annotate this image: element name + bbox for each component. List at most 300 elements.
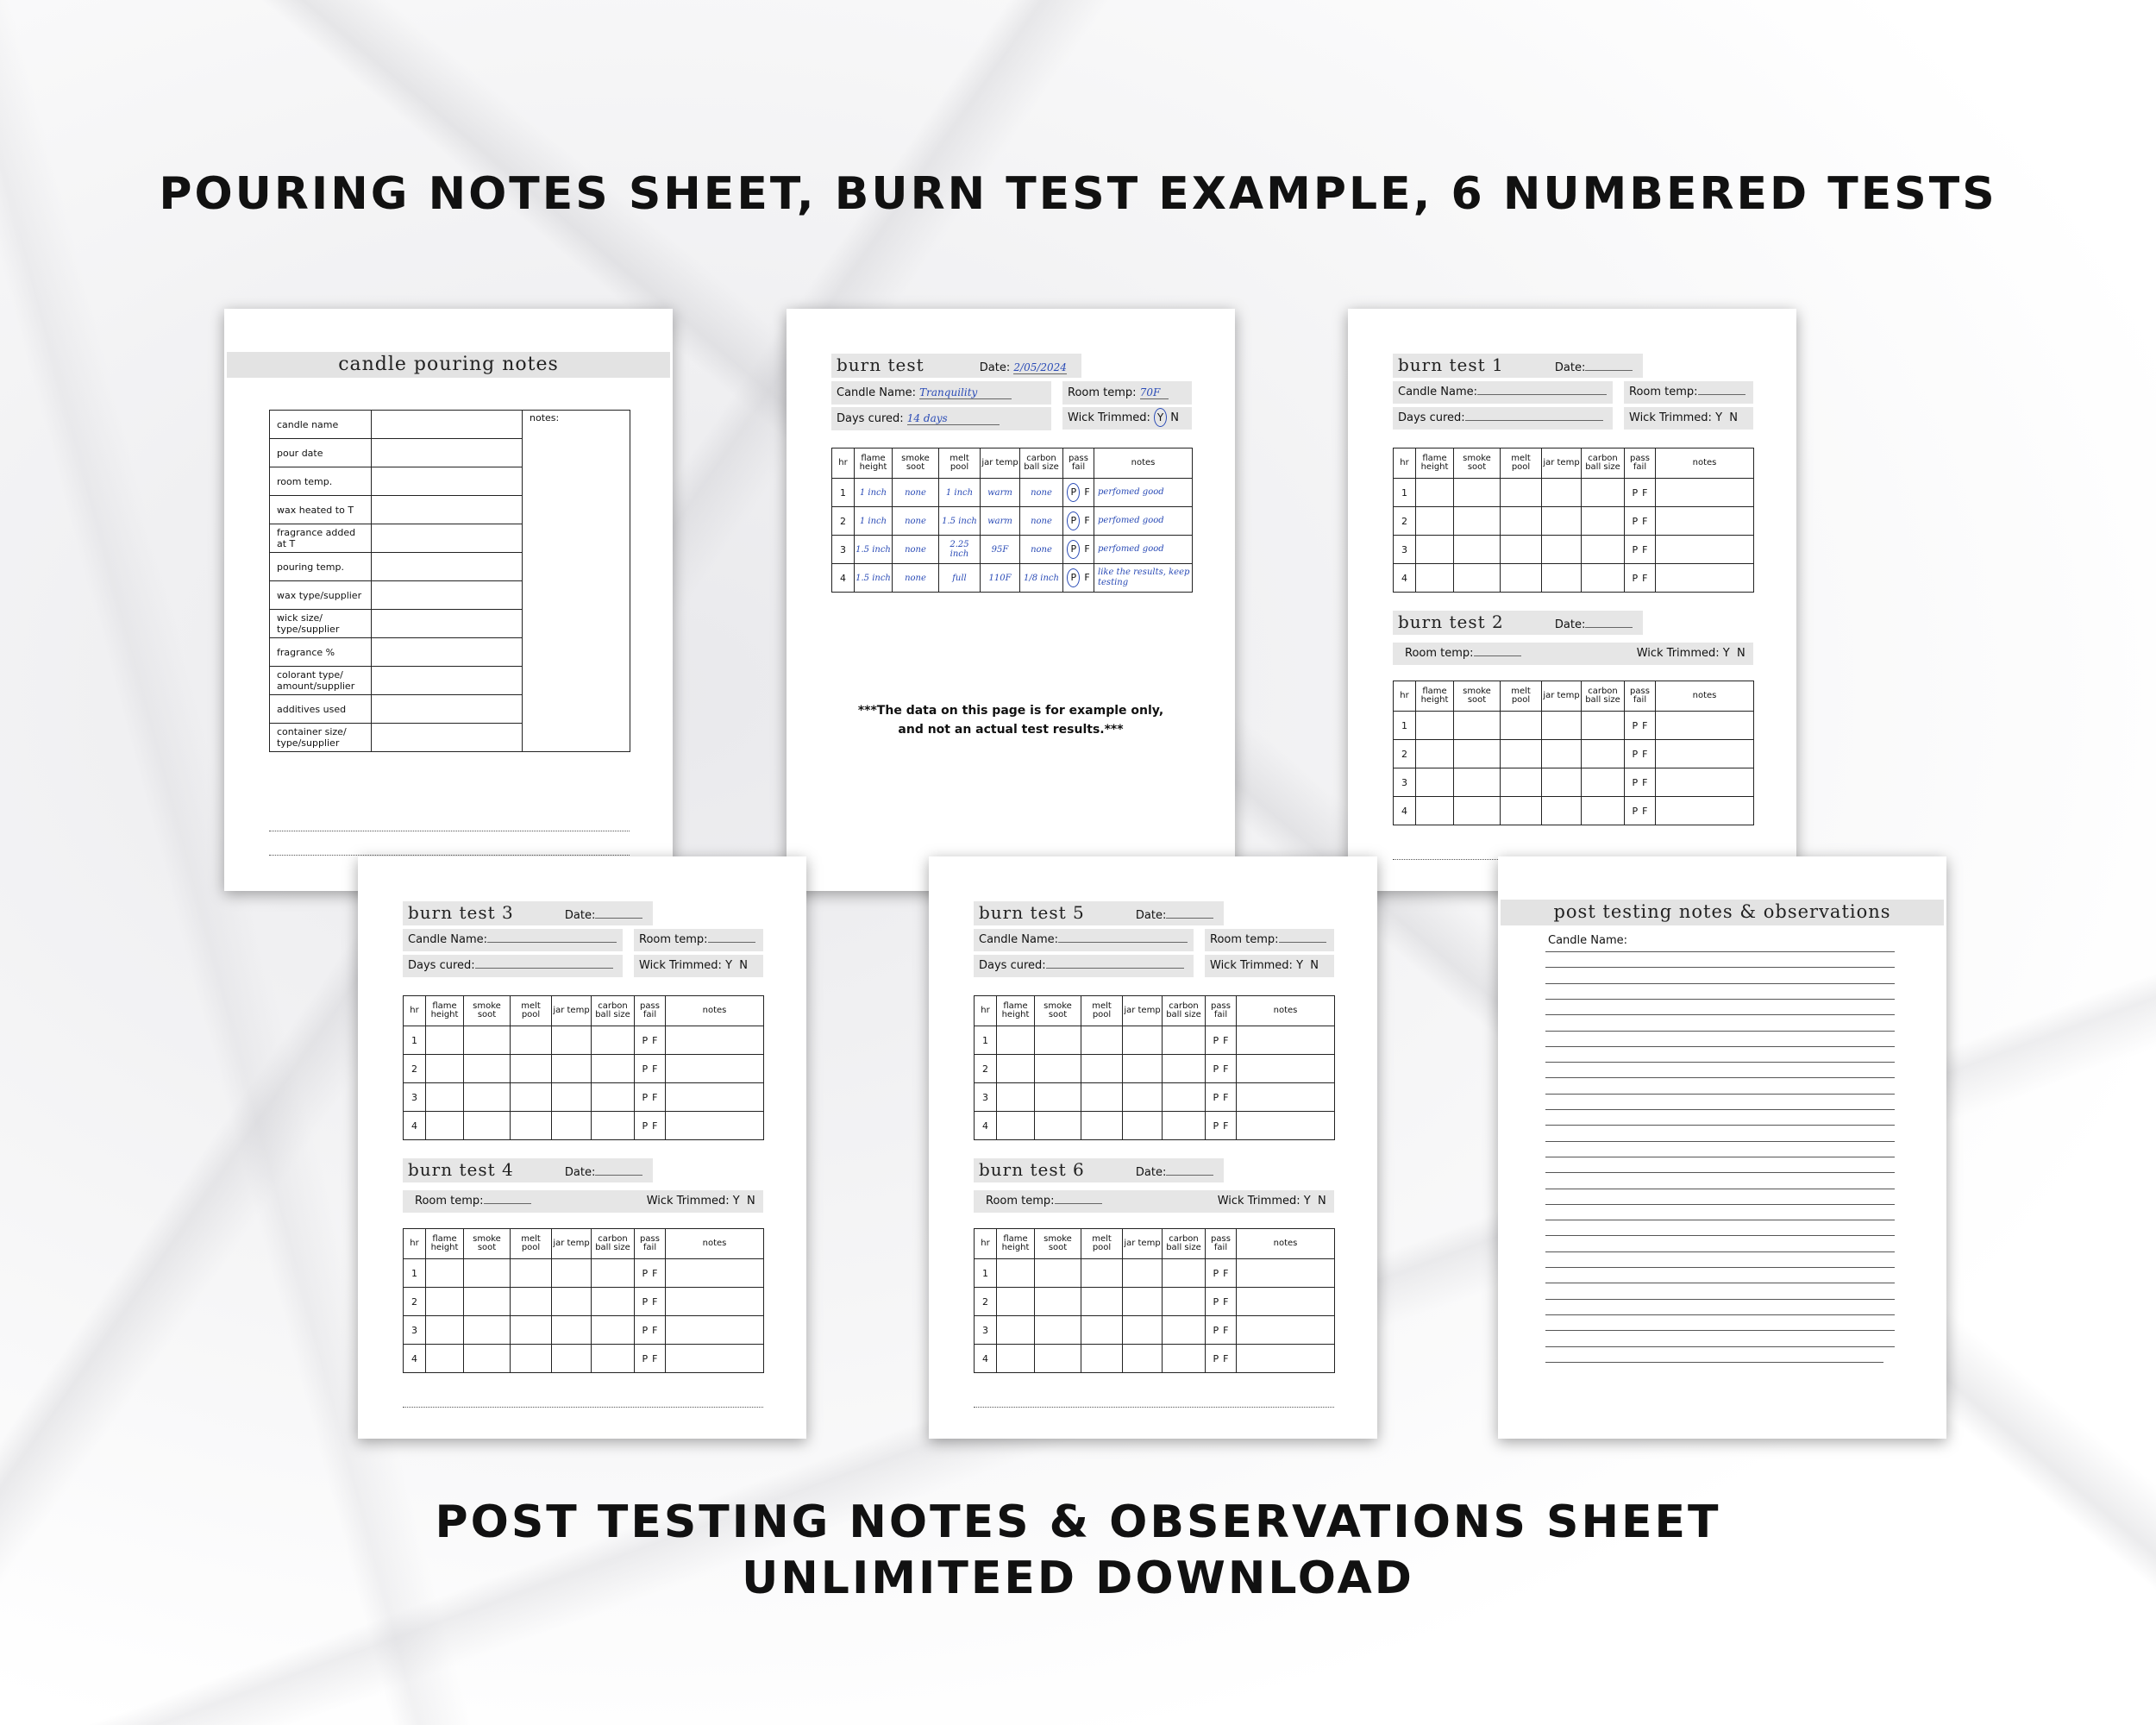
column-header-pass: pass fail bbox=[1625, 448, 1656, 479]
pass-fail-cell bbox=[635, 1345, 666, 1373]
melt-pool-cell bbox=[1501, 507, 1542, 536]
room-temp-label: Room temp: bbox=[986, 1195, 1055, 1208]
melt-pool-cell bbox=[511, 1288, 552, 1316]
notes-cell bbox=[666, 1112, 764, 1140]
jar-temp-cell bbox=[1542, 479, 1582, 507]
jar-temp-cell bbox=[552, 1316, 592, 1345]
table-row bbox=[1394, 479, 1754, 507]
pass-fail-cell bbox=[1206, 1288, 1237, 1316]
hour-cell: 1 bbox=[404, 1259, 426, 1288]
flame-height-cell bbox=[1416, 479, 1454, 507]
smoke-soot-cell bbox=[1454, 768, 1501, 797]
column-header-carbon: carbon ball size bbox=[1582, 681, 1625, 712]
hour-cell: 2 bbox=[1394, 507, 1416, 536]
table-row bbox=[404, 1259, 764, 1288]
column-header-flame: flame height bbox=[997, 1229, 1035, 1259]
pour-row-value bbox=[372, 610, 523, 638]
jar-temp-cell bbox=[1123, 1259, 1163, 1288]
table-row bbox=[975, 1083, 1335, 1112]
smoke-soot-cell bbox=[1454, 479, 1501, 507]
flame-height-cell bbox=[997, 1083, 1035, 1112]
flame-height-cell: 1.5 inch bbox=[855, 536, 893, 564]
flame-height-cell bbox=[426, 1259, 464, 1288]
carbon-ball-cell bbox=[1582, 797, 1625, 825]
column-header-hr: hr bbox=[404, 996, 426, 1026]
fail-option: F bbox=[1084, 486, 1090, 498]
melt-pool-cell bbox=[1081, 1316, 1123, 1345]
table-row bbox=[1394, 797, 1754, 825]
pass-option: P bbox=[642, 1091, 649, 1103]
fail-option: F bbox=[1223, 1120, 1229, 1132]
disclaimer-line-2: and not an actual test results.*** bbox=[898, 723, 1124, 737]
jar-temp-cell bbox=[1123, 1055, 1163, 1083]
jar-temp-cell bbox=[552, 1112, 592, 1140]
wick-trimmed-field bbox=[1624, 407, 1753, 430]
smoke-soot-cell bbox=[1454, 740, 1501, 768]
candle-name-label: Candle Name: bbox=[1548, 934, 1628, 947]
melt-pool-cell: full bbox=[939, 564, 981, 593]
table-header-row bbox=[832, 448, 1193, 479]
ruled-line bbox=[1545, 1346, 1895, 1347]
candle-name-field bbox=[403, 929, 623, 951]
column-header-notes: notes bbox=[666, 1229, 764, 1259]
table-row bbox=[404, 1112, 764, 1140]
smoke-soot-cell bbox=[1454, 712, 1501, 740]
ruled-line bbox=[1545, 1267, 1895, 1268]
pass-option: P bbox=[1632, 515, 1639, 527]
flame-height-cell bbox=[997, 1259, 1035, 1288]
pour-row-label: colorant type/ amount/supplier bbox=[270, 667, 372, 695]
melt-pool-cell bbox=[511, 1026, 552, 1055]
pass-fail-cell bbox=[635, 1112, 666, 1140]
pass-option: P bbox=[642, 1324, 649, 1336]
column-header-hr: hr bbox=[975, 996, 997, 1026]
flame-height-cell bbox=[426, 1112, 464, 1140]
fail-option: F bbox=[1642, 776, 1648, 788]
table-row bbox=[1394, 712, 1754, 740]
pour-row-value bbox=[372, 439, 523, 467]
room-wick-field bbox=[974, 1190, 1334, 1213]
pass-option: P bbox=[642, 1120, 649, 1132]
bottom-heading-2: UNLIMITEED DOWNLOAD bbox=[742, 1552, 1414, 1604]
smoke-soot-cell bbox=[464, 1112, 511, 1140]
burn-test-5-table bbox=[974, 995, 1335, 1140]
smoke-soot-cell bbox=[1035, 1288, 1081, 1316]
column-header-pass: pass fail bbox=[1063, 448, 1094, 479]
hour-cell: 2 bbox=[832, 507, 855, 536]
burn-test-example-page bbox=[787, 309, 1235, 891]
jar-temp-cell: warm bbox=[981, 479, 1020, 507]
pour-row-label: wax heated to T bbox=[270, 496, 372, 524]
hour-cell: 3 bbox=[404, 1316, 426, 1345]
carbon-ball-cell: none bbox=[1020, 507, 1063, 536]
burn-test-3-4-page bbox=[358, 856, 806, 1439]
column-header-carbon: carbon ball size bbox=[1163, 996, 1206, 1026]
table-row bbox=[975, 1259, 1335, 1288]
hour-cell: 1 bbox=[404, 1026, 426, 1055]
room-temp-field bbox=[1205, 929, 1334, 951]
date-label: Date: bbox=[1135, 909, 1167, 922]
melt-pool-cell bbox=[1081, 1112, 1123, 1140]
notes-cell bbox=[1237, 1112, 1335, 1140]
hour-cell: 2 bbox=[404, 1288, 426, 1316]
pass-fail-cell bbox=[1063, 536, 1094, 564]
pass-fail-cell bbox=[1625, 768, 1656, 797]
smoke-soot-cell: none bbox=[893, 536, 939, 564]
ruled-line bbox=[1545, 1362, 1883, 1363]
carbon-ball-cell bbox=[1582, 507, 1625, 536]
flame-height-cell bbox=[997, 1026, 1035, 1055]
room-temp-field bbox=[1062, 381, 1192, 405]
days-cured-field bbox=[403, 955, 623, 977]
wick-yn: Y N bbox=[1715, 411, 1739, 424]
melt-pool-cell bbox=[1081, 1259, 1123, 1288]
flame-height-cell bbox=[426, 1345, 464, 1373]
melt-pool-cell bbox=[511, 1316, 552, 1345]
pass-option: P bbox=[1067, 483, 1080, 502]
table-row bbox=[975, 1026, 1335, 1055]
room-temp-label: Room temp: bbox=[639, 933, 708, 946]
fail-option: F bbox=[1223, 1295, 1229, 1308]
ruled-line bbox=[1545, 1046, 1895, 1047]
hour-cell: 3 bbox=[1394, 536, 1416, 564]
table-header-row bbox=[1394, 448, 1754, 479]
jar-temp-cell bbox=[552, 1288, 592, 1316]
carbon-ball-cell bbox=[1582, 712, 1625, 740]
carbon-ball-cell bbox=[592, 1026, 635, 1055]
table-header-row bbox=[404, 1229, 764, 1259]
fail-option: F bbox=[1642, 805, 1648, 817]
hour-cell: 3 bbox=[975, 1316, 997, 1345]
column-header-melt: melt pool bbox=[1081, 996, 1123, 1026]
jar-temp-cell bbox=[552, 1055, 592, 1083]
burn-test-3-table bbox=[403, 995, 764, 1140]
fail-option: F bbox=[1084, 543, 1090, 555]
pass-option: P bbox=[1213, 1120, 1219, 1132]
example-disclaimer bbox=[787, 701, 1235, 739]
pour-row-value bbox=[372, 411, 523, 439]
pass-option: P bbox=[642, 1034, 649, 1046]
room-wick-field bbox=[403, 1190, 763, 1213]
pass-fail-cell bbox=[1625, 507, 1656, 536]
column-header-notes: notes bbox=[1237, 996, 1335, 1026]
flame-height-cell bbox=[1416, 507, 1454, 536]
column-header-pass: pass fail bbox=[1206, 1229, 1237, 1259]
smoke-soot-cell bbox=[1454, 797, 1501, 825]
wick-yn: Y N bbox=[1303, 1195, 1326, 1208]
flame-height-cell bbox=[1416, 740, 1454, 768]
pass-option: P bbox=[1632, 719, 1639, 731]
pour-row-label: wax type/supplier bbox=[270, 581, 372, 610]
ruled-line bbox=[1545, 1251, 1895, 1252]
column-header-smoke: smoke soot bbox=[1454, 448, 1501, 479]
page-title: burn test bbox=[837, 354, 924, 375]
flame-height-cell bbox=[426, 1055, 464, 1083]
ruled-line bbox=[1545, 1299, 1895, 1300]
table-header-row bbox=[975, 1229, 1335, 1259]
jar-temp-cell bbox=[552, 1345, 592, 1373]
fail-option: F bbox=[1642, 486, 1648, 499]
column-header-carbon: carbon ball size bbox=[1020, 448, 1063, 479]
candle-name-label: Candle Name: bbox=[1398, 386, 1478, 398]
pour-row-value bbox=[372, 467, 523, 496]
pour-row bbox=[270, 411, 630, 439]
notes-cell bbox=[666, 1083, 764, 1112]
date-label: Date: bbox=[1554, 361, 1586, 374]
jar-temp-cell bbox=[1542, 712, 1582, 740]
pass-fail-cell bbox=[635, 1055, 666, 1083]
flame-height-cell bbox=[1416, 712, 1454, 740]
flame-height-cell bbox=[426, 1083, 464, 1112]
date-label: Date: bbox=[564, 1166, 596, 1179]
date-value: 2/05/2024 bbox=[1013, 361, 1067, 373]
fail-option: F bbox=[652, 1063, 658, 1075]
notes-cell bbox=[1237, 1288, 1335, 1316]
burn-test-6-table bbox=[974, 1228, 1335, 1373]
smoke-soot-cell bbox=[1454, 536, 1501, 564]
pour-row-value bbox=[372, 695, 523, 724]
carbon-ball-cell bbox=[1163, 1112, 1206, 1140]
pour-row-value bbox=[372, 638, 523, 667]
wick-yes-circle: Y bbox=[1154, 408, 1167, 427]
burn-test-1-2-page bbox=[1348, 309, 1796, 891]
hour-cell: 3 bbox=[975, 1083, 997, 1112]
hour-cell: 1 bbox=[832, 479, 855, 507]
test-3-title-field bbox=[403, 901, 653, 925]
carbon-ball-cell bbox=[1163, 1316, 1206, 1345]
wick-yn: Y N bbox=[1296, 959, 1319, 972]
column-header-smoke: smoke soot bbox=[1035, 996, 1081, 1026]
melt-pool-cell bbox=[511, 1259, 552, 1288]
smoke-soot-cell bbox=[1035, 1112, 1081, 1140]
smoke-soot-cell bbox=[464, 1288, 511, 1316]
column-header-notes: notes bbox=[1094, 448, 1193, 479]
room-temp-label: Room temp: bbox=[1629, 386, 1698, 398]
flame-height-cell: 1.5 inch bbox=[855, 564, 893, 593]
candle-name-label: Candle Name: bbox=[837, 386, 917, 399]
ruled-line bbox=[1545, 1204, 1895, 1205]
days-cured-label: Days cured: bbox=[837, 412, 904, 425]
fail-option: F bbox=[1084, 515, 1090, 526]
pass-fail-cell bbox=[1206, 1055, 1237, 1083]
days-cured-label: Days cured: bbox=[1398, 411, 1465, 424]
fail-option: F bbox=[1223, 1034, 1229, 1046]
column-header-hr: hr bbox=[404, 1229, 426, 1259]
wick-trimmed-field bbox=[634, 955, 763, 977]
hour-cell: 1 bbox=[1394, 479, 1416, 507]
melt-pool-cell bbox=[1501, 536, 1542, 564]
wick-trimmed-label: Wick Trimmed: bbox=[646, 1195, 730, 1208]
fail-option: F bbox=[652, 1091, 658, 1103]
bottom-heading-1: POST TESTING NOTES & OBSERVATIONS SHEET bbox=[435, 1496, 1721, 1548]
table-row bbox=[1394, 536, 1754, 564]
column-header-jar: jar temp bbox=[981, 448, 1020, 479]
burn-test-example-table bbox=[831, 448, 1193, 593]
date-label: Date: bbox=[1135, 1166, 1167, 1179]
table-row bbox=[1394, 507, 1754, 536]
smoke-soot-cell: none bbox=[893, 479, 939, 507]
column-header-flame: flame height bbox=[1416, 448, 1454, 479]
table-row bbox=[404, 1288, 764, 1316]
smoke-soot-cell bbox=[1035, 1083, 1081, 1112]
hour-cell: 3 bbox=[1394, 768, 1416, 797]
room-temp-value: 70F bbox=[1140, 386, 1169, 399]
pass-fail-cell bbox=[1063, 564, 1094, 593]
notes-column bbox=[523, 411, 630, 752]
column-header-carbon: carbon ball size bbox=[592, 1229, 635, 1259]
ruled-line bbox=[1545, 967, 1895, 968]
smoke-soot-cell: none bbox=[893, 564, 939, 593]
room-temp-field bbox=[1624, 381, 1753, 404]
jar-temp-cell bbox=[1542, 740, 1582, 768]
notes-cell bbox=[666, 1288, 764, 1316]
table-header-row bbox=[975, 996, 1335, 1026]
notes-cell: like the results, keep testing bbox=[1094, 564, 1193, 593]
pass-fail-cell bbox=[1206, 1259, 1237, 1288]
candle-name-field bbox=[1393, 381, 1613, 404]
pass-option: P bbox=[1632, 805, 1639, 817]
fail-option: F bbox=[1223, 1324, 1229, 1336]
column-header-melt: melt pool bbox=[511, 996, 552, 1026]
pass-option: P bbox=[1213, 1063, 1219, 1075]
table-row bbox=[404, 1316, 764, 1345]
carbon-ball-cell bbox=[1163, 1083, 1206, 1112]
notes-cell bbox=[1656, 797, 1754, 825]
notes-cell bbox=[1237, 1345, 1335, 1373]
notes-cell bbox=[1237, 1083, 1335, 1112]
test-1-title-field bbox=[1393, 354, 1643, 378]
ruled-line bbox=[1545, 1314, 1895, 1315]
pass-option: P bbox=[1213, 1352, 1219, 1364]
candle-name-label: Candle Name: bbox=[408, 933, 488, 946]
melt-pool-cell: 1 inch bbox=[939, 479, 981, 507]
pass-fail-cell bbox=[635, 1316, 666, 1345]
wick-trimmed-label: Wick Trimmed: bbox=[1636, 647, 1720, 660]
flame-height-cell bbox=[1416, 768, 1454, 797]
table-row bbox=[404, 1345, 764, 1373]
test-6-title: burn test 6 bbox=[979, 1159, 1085, 1180]
table-header-row bbox=[404, 996, 764, 1026]
ruled-line bbox=[1545, 1141, 1895, 1142]
date-label: Date: bbox=[979, 361, 1011, 374]
melt-pool-cell bbox=[1501, 564, 1542, 593]
pass-fail-cell bbox=[1625, 797, 1656, 825]
ruled-line bbox=[1545, 1109, 1895, 1110]
pass-option: P bbox=[1632, 486, 1639, 499]
pass-option: P bbox=[1632, 776, 1639, 788]
wick-yn: Y N bbox=[725, 959, 749, 972]
table-row bbox=[404, 1026, 764, 1055]
table-row bbox=[404, 1083, 764, 1112]
candle-name-label: Candle Name: bbox=[979, 933, 1059, 946]
pass-option: P bbox=[1632, 543, 1639, 555]
pour-row-value bbox=[372, 496, 523, 524]
melt-pool-cell bbox=[1081, 1026, 1123, 1055]
ruled-line bbox=[1545, 1014, 1895, 1015]
pouring-table bbox=[269, 410, 630, 752]
ruled-line bbox=[1545, 1031, 1895, 1032]
smoke-soot-cell bbox=[1035, 1259, 1081, 1288]
smoke-soot-cell bbox=[464, 1316, 511, 1345]
fail-option: F bbox=[652, 1267, 658, 1279]
jar-temp-cell bbox=[1123, 1345, 1163, 1373]
days-cured-field bbox=[831, 407, 1051, 430]
pass-fail-cell bbox=[1206, 1026, 1237, 1055]
pass-fail-cell bbox=[1063, 507, 1094, 536]
carbon-ball-cell bbox=[592, 1345, 635, 1373]
table-row bbox=[1394, 564, 1754, 593]
carbon-ball-cell bbox=[1582, 564, 1625, 593]
fail-option: F bbox=[1642, 748, 1648, 760]
wick-trimmed-field bbox=[1205, 955, 1334, 977]
carbon-ball-cell bbox=[1163, 1055, 1206, 1083]
pour-row-label: room temp. bbox=[270, 467, 372, 496]
column-header-smoke: smoke soot bbox=[1035, 1229, 1081, 1259]
fail-option: F bbox=[652, 1034, 658, 1046]
carbon-ball-cell bbox=[592, 1288, 635, 1316]
carbon-ball-cell bbox=[1582, 740, 1625, 768]
pour-row-label: pour date bbox=[270, 439, 372, 467]
fail-option: F bbox=[1223, 1063, 1229, 1075]
table-row bbox=[832, 564, 1193, 593]
table-row bbox=[975, 1316, 1335, 1345]
room-temp-label: Room temp: bbox=[1068, 386, 1137, 399]
notes-cell bbox=[666, 1316, 764, 1345]
melt-pool-cell bbox=[1501, 740, 1542, 768]
column-header-notes: notes bbox=[666, 996, 764, 1026]
melt-pool-cell bbox=[511, 1083, 552, 1112]
column-header-jar: jar temp bbox=[1542, 681, 1582, 712]
hour-cell: 2 bbox=[1394, 740, 1416, 768]
pass-fail-cell bbox=[1625, 536, 1656, 564]
melt-pool-cell bbox=[1501, 768, 1542, 797]
ruled-line bbox=[1545, 1077, 1895, 1078]
column-header-jar: jar temp bbox=[1542, 448, 1582, 479]
pass-fail-cell bbox=[1206, 1112, 1237, 1140]
wick-trimmed-label: Wick Trimmed: bbox=[1068, 411, 1150, 424]
smoke-soot-cell bbox=[464, 1026, 511, 1055]
column-header-melt: melt pool bbox=[511, 1229, 552, 1259]
pass-option: P bbox=[1067, 540, 1080, 559]
table-row bbox=[832, 507, 1193, 536]
column-header-smoke: smoke soot bbox=[464, 1229, 511, 1259]
jar-temp-cell bbox=[552, 1026, 592, 1055]
column-header-hr: hr bbox=[832, 448, 855, 479]
pour-row-value bbox=[372, 524, 523, 553]
burn-test-4-table bbox=[403, 1228, 764, 1373]
hour-cell: 4 bbox=[975, 1345, 997, 1373]
column-header-jar: jar temp bbox=[1123, 1229, 1163, 1259]
fail-option: F bbox=[652, 1120, 658, 1132]
pass-option: P bbox=[642, 1063, 649, 1075]
carbon-ball-cell bbox=[1582, 536, 1625, 564]
column-header-notes: notes bbox=[1656, 448, 1754, 479]
jar-temp-cell bbox=[552, 1259, 592, 1288]
pass-option: P bbox=[642, 1352, 649, 1364]
melt-pool-cell: 2.25 inch bbox=[939, 536, 981, 564]
pouring-notes-page bbox=[224, 309, 673, 891]
fail-option: F bbox=[1642, 515, 1648, 527]
pass-option: P bbox=[1632, 748, 1639, 760]
column-header-hr: hr bbox=[975, 1229, 997, 1259]
pass-fail-cell bbox=[1063, 479, 1094, 507]
jar-temp-cell bbox=[1542, 768, 1582, 797]
burn-test-1-table bbox=[1393, 448, 1754, 593]
jar-temp-cell bbox=[1123, 1316, 1163, 1345]
carbon-ball-cell bbox=[592, 1112, 635, 1140]
notes-cell: perfomed good bbox=[1094, 507, 1193, 536]
pass-fail-cell bbox=[635, 1259, 666, 1288]
